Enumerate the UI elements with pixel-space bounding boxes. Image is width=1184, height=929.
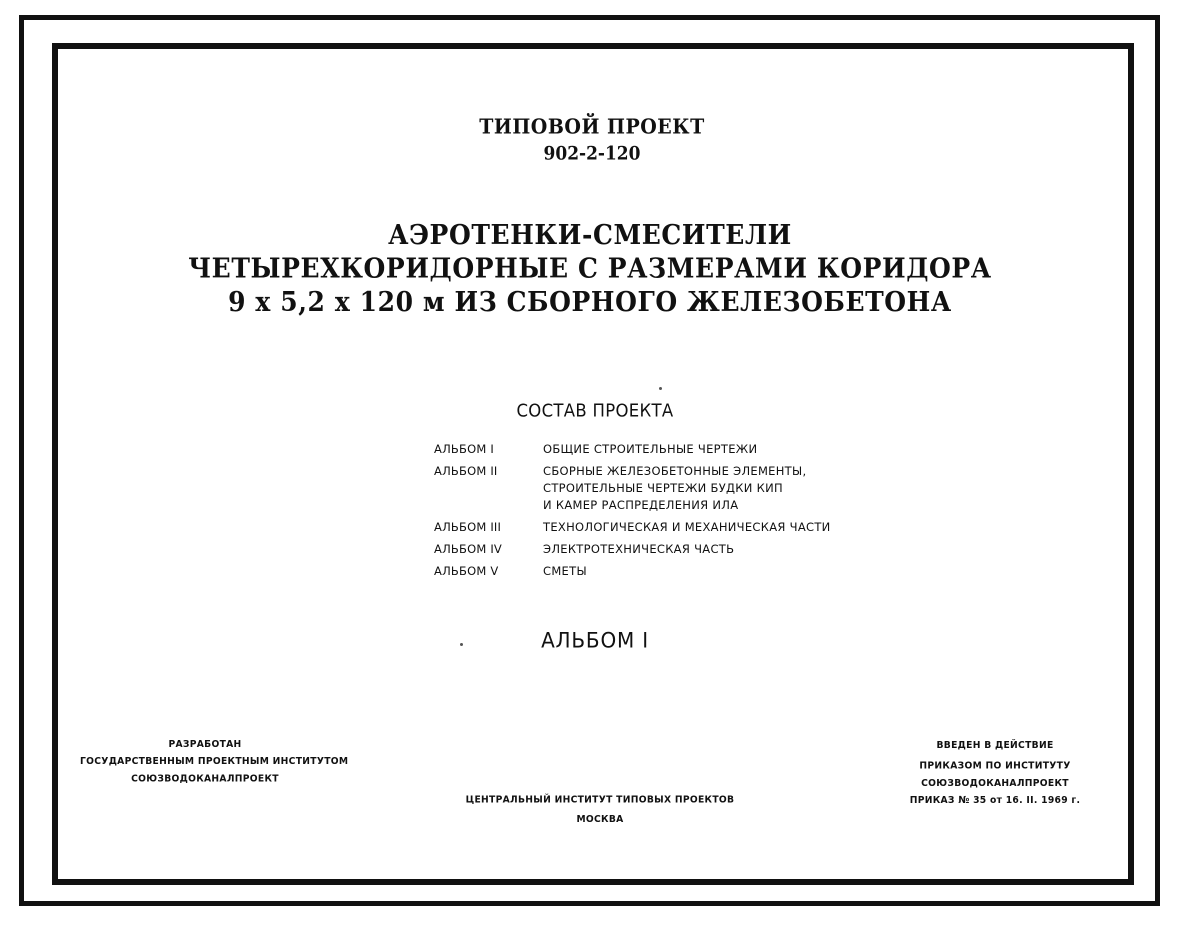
album-description: [543, 541, 734, 558]
developer-line-1: РАЗРАБОТАН: [168, 738, 242, 751]
enacted-block: [905, 737, 1085, 809]
enacted-line-4: ПРИКАЗ № 35 от 16. II. 1969 г.: [909, 794, 1081, 807]
album-list: [434, 441, 874, 585]
album-description: [543, 519, 831, 536]
publisher-line-2: МОСКВА: [576, 813, 624, 826]
title-line-2: ЧЕТЫРЕХКОРИДОРНЫЕ С РАЗМЕРАМИ КОРИДОРА: [188, 252, 992, 285]
album-label: АЛЬБОМ III: [434, 520, 502, 534]
publisher-block: [460, 792, 740, 829]
project-type: ТИПОВОЙ ПРОЕКТ: [479, 115, 705, 139]
enacted-line-3: СОЮЗВОДОКАНАЛПРОЕКТ: [921, 777, 1069, 790]
title-line-1: АЭРОТЕНКИ-СМЕСИТЕЛИ: [388, 219, 792, 251]
main-title: [130, 218, 1050, 318]
album-description-line: ОБЩИЕ СТРОИТЕЛЬНЫЕ ЧЕРТЕЖИ: [543, 442, 758, 456]
developer-block: [80, 736, 349, 788]
enacted-line-1: ВВЕДЕН В ДЕЙСТВИЕ: [936, 739, 1054, 752]
album-description: [543, 463, 806, 514]
enacted-line-2: ПРИКАЗОМ ПО ИНСТИТУТУ: [919, 760, 1071, 772]
album-label: АЛЬБОМ I: [434, 442, 494, 456]
composition-heading: СОСТАВ ПРОЕКТА: [516, 400, 674, 421]
title-line-3: 9 х 5,2 х 120 м ИЗ СБОРНОГО ЖЕЛЕЗОБЕТОНА: [228, 286, 952, 318]
scan-speck: [659, 387, 662, 390]
album-row: [434, 563, 874, 580]
album-description-line: СБОРНЫЕ ЖЕЛЕЗОБЕТОННЫЕ ЭЛЕМЕНТЫ,: [543, 464, 807, 478]
album-row: [434, 463, 874, 514]
album-description-line: ТЕХНОЛОГИЧЕСКАЯ И МЕХАНИЧЕСКАЯ ЧАСТИ: [543, 520, 831, 534]
current-album-label: АЛЬБОМ I: [541, 627, 649, 653]
scan-speck: [460, 643, 463, 646]
album-label: АЛЬБОМ II: [434, 464, 498, 478]
album-description-line: СМЕТЫ: [543, 564, 587, 578]
project-number: 902-2-120: [543, 143, 641, 165]
album-row: [434, 441, 874, 458]
developer-line-3: СОЮЗВОДОКАНАЛПРОЕКТ: [131, 772, 279, 785]
album-label: АЛЬБОМ IV: [434, 542, 502, 556]
album-description-line: ЭЛЕКТРОТЕХНИЧЕСКАЯ ЧАСТЬ: [543, 542, 735, 556]
album-label: АЛЬБОМ V: [434, 564, 499, 578]
developer-line-2: ГОСУДАРСТВЕННЫМ ПРОЕКТНЫМ ИНСТИТУТОМ: [80, 755, 349, 768]
album-description: [543, 563, 587, 580]
album-description: [543, 441, 757, 458]
album-row: [434, 519, 874, 536]
album-row: [434, 541, 874, 558]
album-description-line: И КАМЕР РАСПРЕДЕЛЕНИЯ ИЛА: [543, 498, 739, 512]
album-description-line: СТРОИТЕЛЬНЫЕ ЧЕРТЕЖИ БУДКИ КИП: [543, 481, 783, 495]
publisher-line-1: ЦЕНТРАЛЬНЫЙ ИНСТИТУТ ТИПОВЫХ ПРОЕКТОВ: [465, 793, 735, 806]
